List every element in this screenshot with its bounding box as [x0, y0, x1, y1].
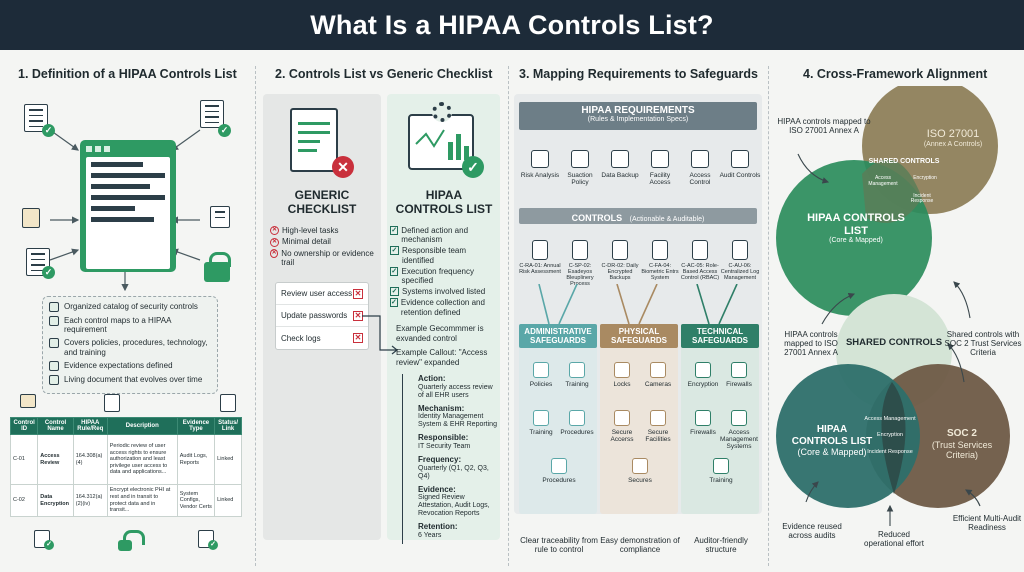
table-header: Control ID	[11, 418, 38, 435]
tech-safeguard-icon	[731, 362, 747, 378]
note-top-left: HIPAA controls mapped to ISO 27001 Annex A	[777, 117, 871, 136]
soc-label: SOC 2 (Trust Services Criteria)	[931, 428, 993, 460]
x-icon: ✕	[354, 288, 362, 298]
note-bottom-center: Reduced operational effort	[864, 530, 924, 549]
physical-safeguards-label: PHYSICAL SAFEGUARDS	[600, 324, 678, 348]
tech-safeguard-label: Firewalls	[726, 381, 752, 388]
requirement-label: Audit Controls	[719, 172, 761, 179]
control-label: C-FA-04: Biometric Entrs System	[641, 263, 679, 282]
table-header: Status/ Link	[215, 418, 242, 435]
phys-safeguard-icon	[632, 458, 648, 474]
generic-title: GENERIC CHECKLIST	[287, 188, 357, 217]
phys-safeguard-label: Cameras	[644, 381, 672, 388]
phys-safeguard-icon	[614, 362, 630, 378]
control-label: C-SP-02: Esadeyos Bleuplinery Process	[566, 263, 594, 288]
tech-safeguard-label: Encryption	[687, 381, 719, 388]
checklist-item: Review user access ✕	[276, 283, 368, 305]
gear-icon	[432, 102, 452, 122]
requirement-icon	[531, 150, 549, 168]
phys-safeguard-icon	[650, 410, 666, 426]
header-bar	[0, 0, 1024, 50]
tech-safeguard-label: Training	[709, 477, 733, 484]
control-label: C-RA-01: Annual Risk Assessment	[519, 263, 561, 276]
panel-2-title: 2. Controls List vs Generic Checklist	[275, 67, 493, 81]
table-header: HIPAA Rule/Req	[73, 418, 107, 435]
control-document-icon	[652, 240, 668, 260]
checklist-item: Update passwords ✕	[276, 305, 368, 327]
control-document-icon	[692, 240, 708, 260]
note-mid-left: HIPAA controls mapped to ISO 27001 Annex A	[784, 330, 838, 358]
tech-safeguard-label: Access Management Systems	[720, 429, 758, 451]
tech-safeguard-icon	[731, 410, 747, 426]
controls-list-document	[80, 140, 176, 272]
requirement-label: Data Backup	[601, 172, 639, 179]
control-label: C-AC-05: Role-Based Access Control (RBAC)	[680, 263, 720, 282]
table-header: Control Name	[38, 418, 73, 435]
tech-safeguard-icon	[713, 458, 729, 474]
clipboard-icon	[290, 108, 338, 172]
bullet-item: Each control maps to a HIPAA requirement	[49, 316, 211, 334]
caption-traceability: Clear traceability from rule to control	[520, 536, 598, 555]
admin-safeguard-label: Procedures	[542, 477, 576, 484]
phys-safeguard-icon	[650, 362, 666, 378]
x-icon: ✕	[354, 333, 362, 342]
caption-auditor: Auditor-friendly structure	[694, 536, 748, 555]
callout-details: Action: Quarterly access review of all EHR users Mechanism: Identity Management System & EHR Reporting Responsible: IT Security Team Frequency: Quarterly (Q1, Q2, Q3, Q4) Evidence: Signed Review Attestation, Audit Logs, Revocation Reports Retention: 6 Years	[396, 374, 500, 540]
expand-arrow	[360, 310, 400, 360]
folder-icon	[20, 394, 36, 408]
admin-safeguard-icon	[533, 410, 549, 426]
controls-table	[10, 417, 242, 517]
technical-safeguards-label: TECHNICAL SAFEGUARDS	[681, 324, 759, 348]
tech-safeguard-icon	[695, 362, 711, 378]
phys-safeguard-label: Secure Facilities	[645, 429, 671, 444]
table-row: C-01 Access Review 164.308(a)(4) Periodic review of user access rights to ensure authorization and least privilege user access to data and applications... Audit Logs, Reports Linked	[11, 435, 242, 485]
definition-bullets	[42, 296, 218, 394]
technical-column	[681, 324, 759, 514]
physical-column	[600, 324, 678, 514]
panel-1-title: 1. Definition of a HIPAA Controls List	[18, 67, 237, 81]
table-header: Evidence Type	[177, 418, 214, 435]
admin-column	[519, 324, 597, 514]
panel-3-title: 3. Mapping Requirements to Safeguards	[519, 67, 758, 81]
page-title: What Is a HIPAA Controls List?	[310, 9, 714, 40]
bullet-item: Covers policies, procedures, technology, and training	[49, 338, 211, 356]
phys-safeguard-label: Secure Accerss	[610, 429, 634, 444]
phys-safeguard-label: Secures	[628, 477, 652, 484]
admin-safeguard-icon	[569, 410, 585, 426]
admin-safeguard-label: Procedures	[560, 429, 594, 436]
generic-items: ✕ High-level tasks ✕ Minimal detail ✕ No ownership or evidence trail	[271, 226, 374, 267]
admin-safeguards-label: ADMINISTRATIVE SAFEGUARDS	[519, 324, 597, 348]
admin-safeguard-label: Policies	[529, 381, 553, 388]
folder-icon	[22, 208, 40, 228]
note-bottom-left: Evidence reused across audits	[782, 522, 842, 541]
requirement-icon	[691, 150, 709, 168]
control-document-icon	[612, 240, 628, 260]
requirement-label: Facility Access	[649, 172, 671, 187]
checklist-item: Check logs ✕	[281, 333, 362, 343]
admin-safeguard-label: Training	[565, 381, 589, 388]
bullet-item: Evidence expectations defined	[49, 361, 211, 371]
control-label: C-DR-02: Daily Encrypted Backups	[601, 263, 639, 282]
divider	[255, 66, 256, 566]
example-intro: Example Gecommmer is exvanded control	[396, 324, 484, 343]
shared-top-label: SHARED CONTROLS Access Management Encryption Incident Response	[868, 158, 940, 205]
phys-safeguard-icon	[614, 410, 630, 426]
hipaa-title: HIPAA CONTROLS LIST	[395, 188, 493, 217]
callout-title: Example Callout: "Access review" expanded	[396, 348, 488, 367]
check-icon: ✓	[208, 540, 218, 550]
hipaa-items: ✓ Defined action and mechanism ✓ Responsible team identified ✓ Execution frequency specified ✓ Systems involved listed ✓ Evidence collection and retention defined	[391, 226, 486, 317]
phys-safeguard-label: Locks	[613, 381, 631, 388]
lock-icon	[204, 262, 230, 282]
caption-compliance: Easy demonstration of compliance	[600, 536, 680, 555]
admin-safeguard-icon	[569, 362, 585, 378]
table-header: Description	[107, 418, 177, 435]
document-icon	[104, 394, 120, 412]
panel-4-title: 4. Cross-Framework Alignment	[803, 67, 988, 81]
check-icon: ✓	[42, 266, 55, 279]
control-document-icon	[532, 240, 548, 260]
requirement-icon	[651, 150, 669, 168]
hipaa-bottom-label: HIPAA CONTROLS LIST (Core & Mapped)	[791, 424, 873, 457]
table-row: C-02 Data Encryption 164.312(a)(2)(iv) Encrypt electronic PHI at rest and in transit to protect data and in transit... System Configs, Vendor Certs Linked	[11, 485, 242, 517]
control-document-icon	[572, 240, 588, 260]
divider	[768, 66, 769, 566]
bullet-item: Organized catalog of security controls	[49, 302, 211, 312]
requirement-label: Suaction Policy	[567, 172, 593, 187]
note-bottom-right: Efficient Multi-Audit Readiness	[952, 514, 1022, 533]
check-icon: ✓	[44, 540, 54, 550]
requirements-banner: HIPAA REQUIREMENTS (Rules & Implementation Specs)	[519, 102, 757, 130]
tech-safeguard-label: Firewalls	[690, 429, 716, 436]
check-icon: ✓	[462, 156, 484, 178]
note-mid-right: Shared controls with SOC 2 Trust Services Criteria	[944, 330, 1022, 358]
shared-bottom-items: Access Management Encryption Incident Response	[864, 416, 916, 455]
requirement-label: Access Control	[689, 172, 711, 187]
check-icon: ✓	[218, 124, 231, 137]
x-icon: ✕	[354, 310, 362, 320]
generic-checklist-card	[275, 282, 369, 350]
controls-banner: CONTROLS (Actionable & Auditable)	[519, 208, 757, 224]
iso-label: ISO 27001 (Annex A Controls)	[923, 128, 983, 148]
lock-icon	[118, 540, 132, 551]
requirement-label: Risk Analysis	[520, 172, 560, 179]
admin-safeguard-icon	[533, 362, 549, 378]
hipaa-top-label: HIPAA CONTROLS LIST (Core & Mapped)	[807, 212, 905, 245]
document-icon	[220, 394, 236, 412]
requirement-icon	[731, 150, 749, 168]
admin-safeguard-label: Training	[529, 429, 553, 436]
admin-safeguard-icon	[551, 458, 567, 474]
document-icon	[210, 206, 230, 228]
requirement-icon	[571, 150, 589, 168]
x-icon: ✕	[332, 156, 354, 178]
check-icon: ✓	[42, 124, 55, 137]
bullet-item: Living document that evolves over time	[49, 375, 211, 385]
tech-safeguard-icon	[695, 410, 711, 426]
control-label: C-AU-06: Centralized Log Management	[720, 263, 760, 282]
shared-center-label: SHARED CONTROLS	[845, 337, 943, 348]
requirement-icon	[611, 150, 629, 168]
mapping-arrows	[519, 284, 759, 326]
divider	[508, 66, 509, 566]
control-document-icon	[732, 240, 748, 260]
